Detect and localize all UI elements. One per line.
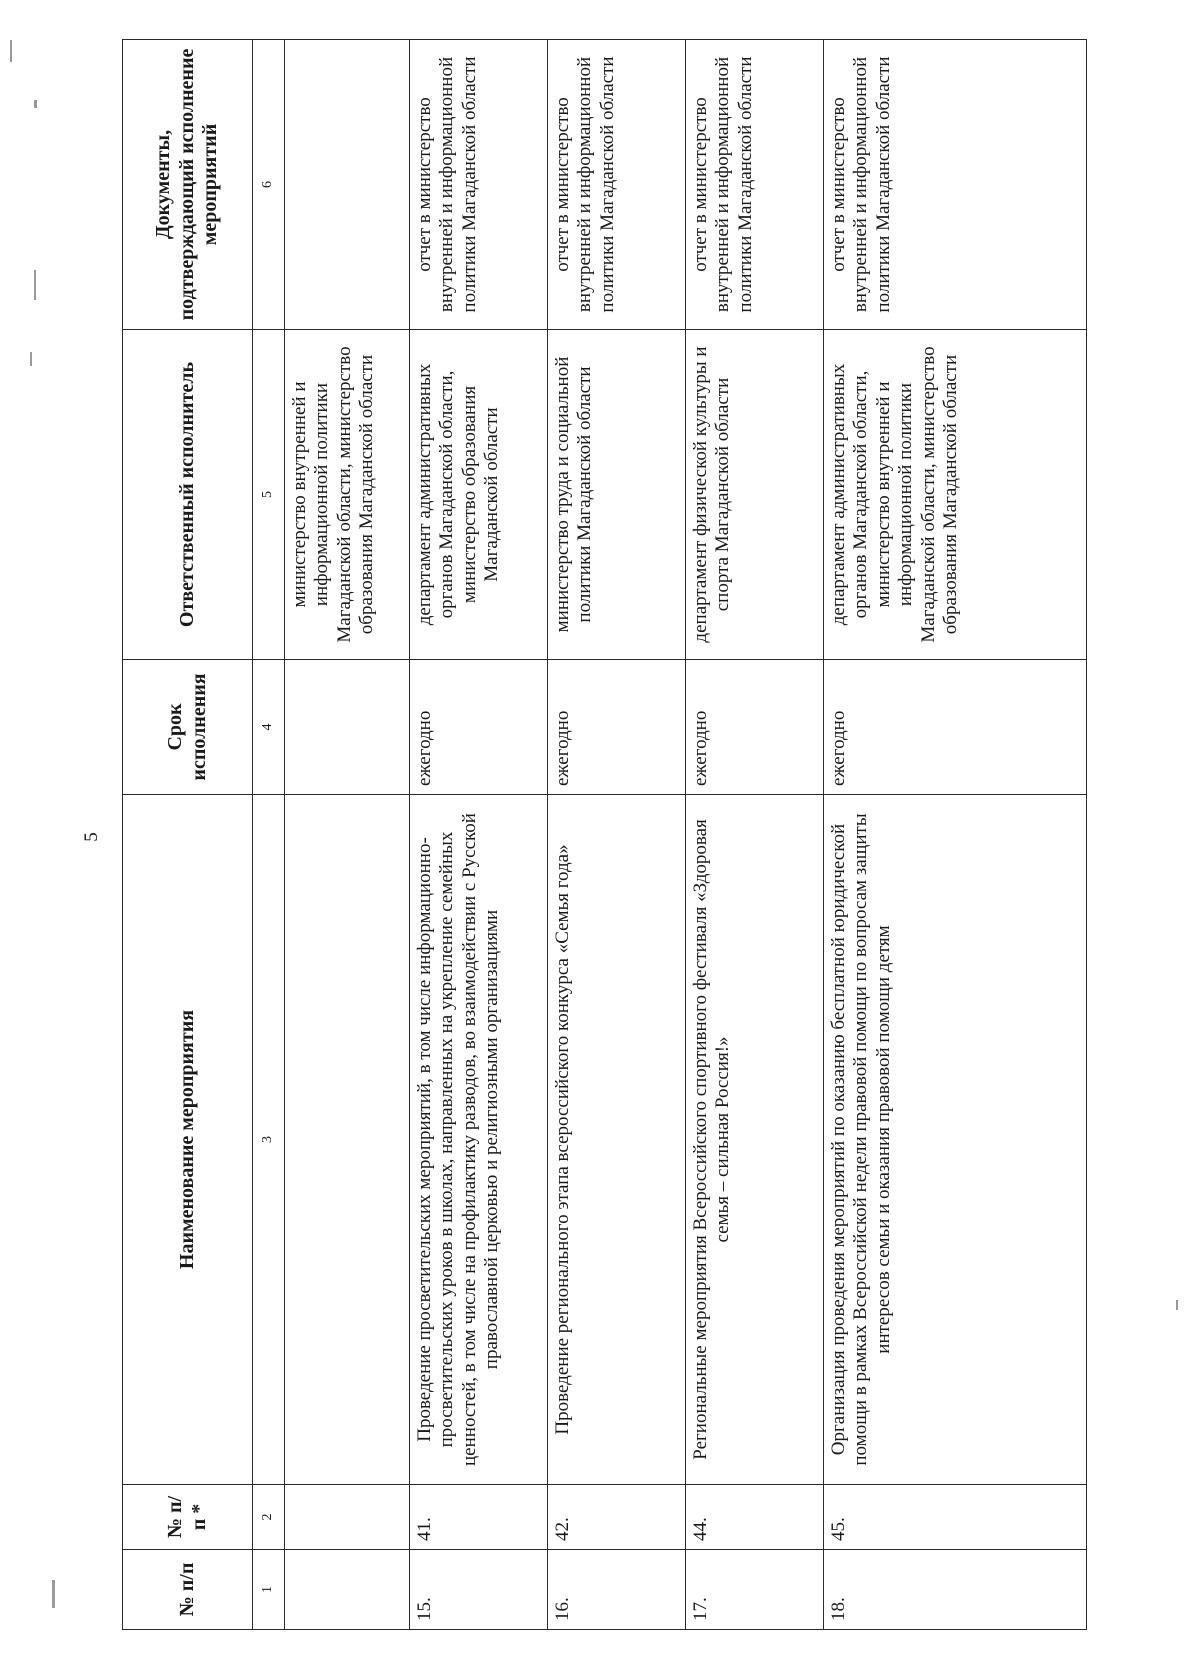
table-header-row	[123, 40, 253, 1630]
header-executor: Ответственный исполнитель	[123, 330, 253, 660]
column-number: 3	[253, 795, 285, 1485]
column-number: 4	[253, 660, 285, 795]
document-cell: отчет в министерство внутренней и информационной политики Магаданской области	[410, 40, 548, 330]
document-cell: отчет в министерство внутренней и информационной политики Магаданской области	[824, 40, 1087, 330]
empty-cell	[285, 1485, 410, 1550]
scan-artifact	[30, 352, 32, 366]
table-row	[548, 40, 686, 1630]
executor-cell: министерство труда и социальной политики Магаданской области	[548, 330, 686, 660]
rotated-table-container	[122, 40, 1087, 1630]
row-number: 17.	[686, 1550, 824, 1630]
scan-artifact	[34, 100, 37, 108]
document-cell: отчет в министерство внутренней и информационной политики Магаданской области	[686, 40, 824, 330]
executor-cell: департамент административных органов Магаданской области, министерство внутренней и информационной политики Магаданской области, министерство образования Магаданской области	[824, 330, 1087, 660]
event-name: Региональные мероприятия Всероссийского спортивного фестиваля «Здоровая семья – сильная Россия!»	[686, 795, 824, 1485]
column-numbers-row	[253, 40, 285, 1630]
header-event-name: Наименование мероприятия	[123, 795, 253, 1485]
event-name: Организация проведения мероприятий по оказанию бесплатной юридической помощи в рамках Всероссийской недели правовой помощи по вопросам защиты интересов семьи и оказания правовой помощи детям	[824, 795, 1087, 1485]
empty-cell	[285, 795, 410, 1485]
scan-artifact	[34, 270, 36, 300]
column-number: 5	[253, 330, 285, 660]
header-number: № п/п	[123, 1550, 253, 1630]
column-number: 6	[253, 40, 285, 330]
empty-cell	[285, 40, 410, 330]
deadline: ежегодно	[824, 660, 1087, 795]
row-number-2: 45.	[824, 1485, 1087, 1550]
table-row	[686, 40, 824, 1630]
empty-cell	[285, 660, 410, 795]
page-number: 5	[81, 832, 102, 842]
row-number: 18.	[824, 1550, 1087, 1630]
row-number: 16.	[548, 1550, 686, 1630]
deadline: ежегодно	[410, 660, 548, 795]
column-number: 2	[253, 1485, 285, 1550]
event-name: Проведение регионального этапа всероссийского конкурса «Семья года»	[548, 795, 686, 1485]
executor-cell: министерство внутренней и информационной политики Магаданской области, министерство образования Магаданской области	[285, 330, 410, 660]
table-row	[410, 40, 548, 1630]
header-number-2: № п/п *	[123, 1485, 253, 1550]
header-documents: Документы, подтверждающий исполнение мероприятий	[123, 40, 253, 330]
row-number-2: 44.	[686, 1485, 824, 1550]
deadline: ежегодно	[548, 660, 686, 795]
events-table	[122, 39, 1087, 1630]
header-deadline: Срок исполнения	[123, 660, 253, 795]
column-number: 1	[253, 1550, 285, 1630]
table-row	[824, 40, 1087, 1630]
scan-artifact	[52, 1580, 55, 1608]
deadline: ежегодно	[686, 660, 824, 795]
row-number-2: 42.	[548, 1485, 686, 1550]
event-name: Проведение просветительских мероприятий, в том числе информационно-просветительских уроков в школах, направленных на укрепление семейных ценностей, в том числе на профилактику разводов, во взаимодействии с Русской православной церковью и религиозными организациями	[410, 795, 548, 1485]
document-cell: отчет в министерство внутренней и информационной политики Магаданской области	[548, 40, 686, 330]
empty-cell	[285, 1550, 410, 1630]
continuation-row	[285, 40, 410, 1630]
scan-artifact	[10, 40, 12, 62]
executor-cell: департамент физической культуры и спорта Магаданской области	[686, 330, 824, 660]
scan-artifact	[1176, 1300, 1178, 1310]
executor-cell: департамент административных органов Магаданской области, министерство образования Магаданской области	[410, 330, 548, 660]
row-number-2: 41.	[410, 1485, 548, 1550]
row-number: 15.	[410, 1550, 548, 1630]
